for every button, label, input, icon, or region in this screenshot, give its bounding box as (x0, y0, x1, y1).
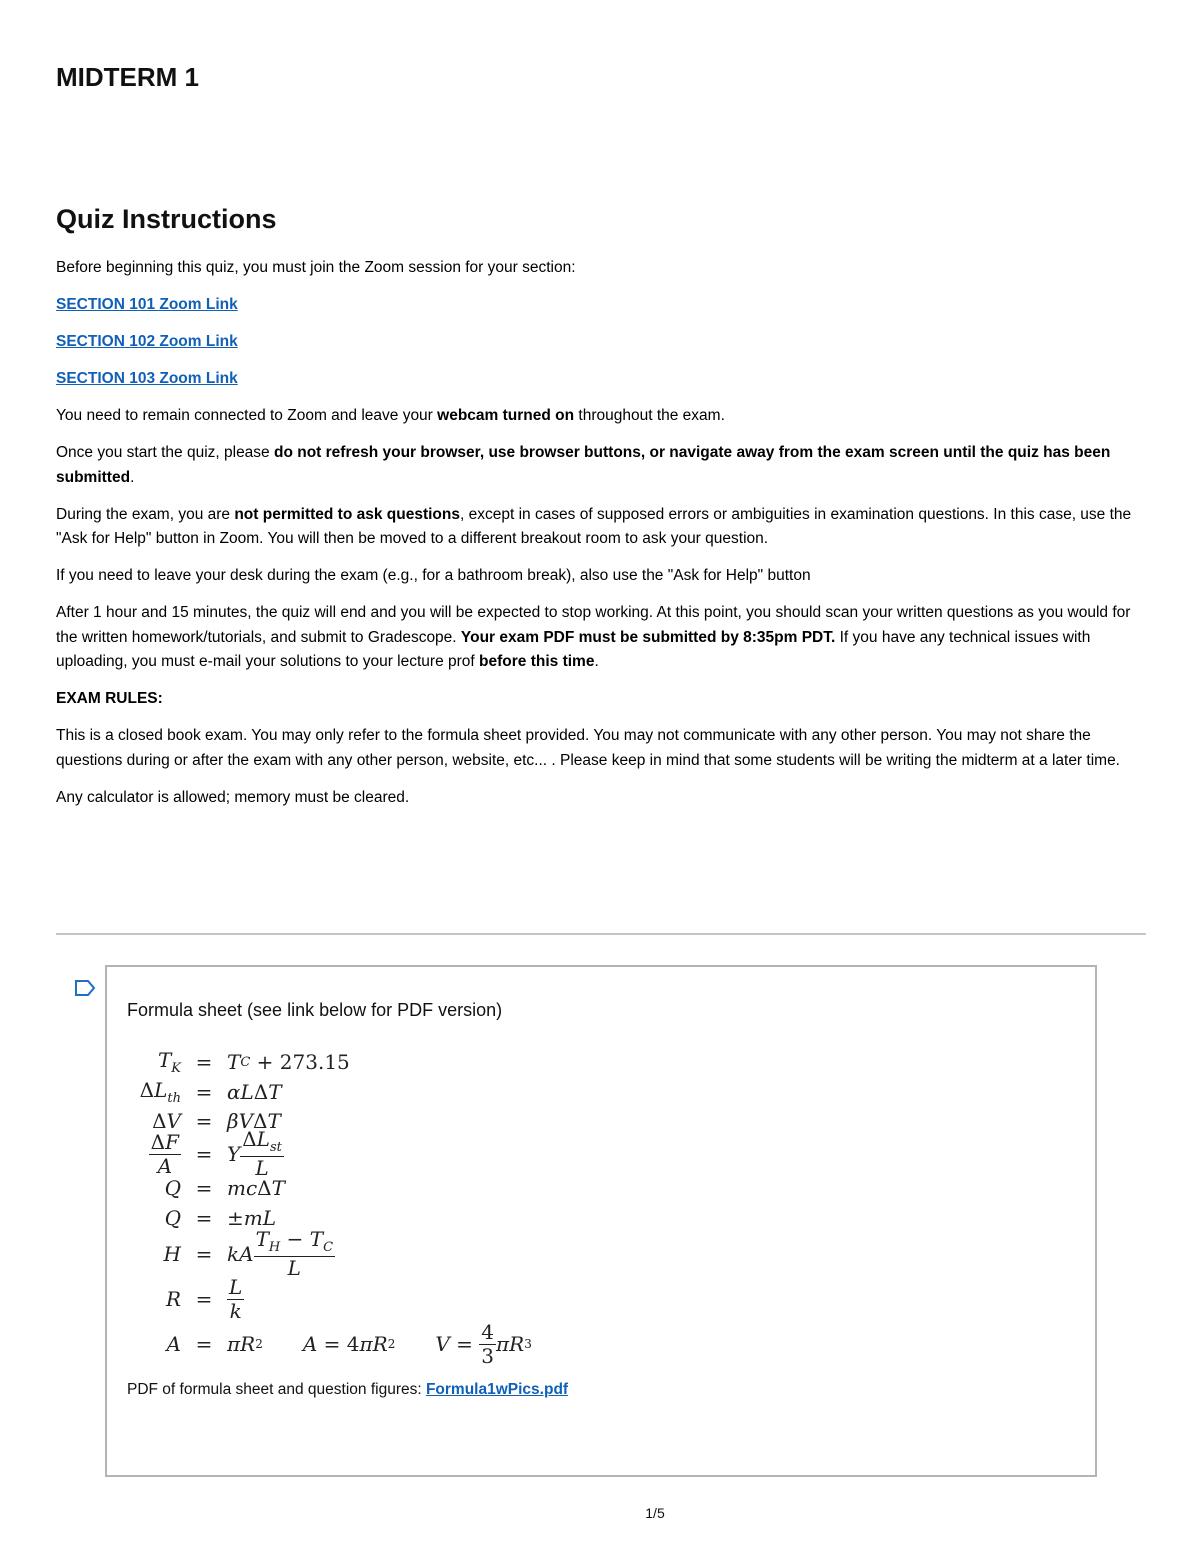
formula-pdf-link[interactable]: Formula1wPics.pdf (425, 1381, 569, 1398)
page-title: MIDTERM 1 (56, 62, 199, 92)
formula-thermal-stress: $\frac{\Delta F}{A}$ = Y $\frac{\Delta L_{st}}{L}$ (150, 1127, 282, 1180)
no-questions-paragraph: During the exam, you are not permitted to ask questions, except in cases of supposed errors or ambiguities in examination questions. In this case, use the "Ask for Help" button in Zoom. You will then be moved to a different breakout room to ask your question. (56, 505, 1132, 547)
page-number: 1/5 (645, 1505, 665, 1521)
section-divider (56, 933, 1146, 935)
quiz-instructions-heading: Quiz Instructions (56, 204, 277, 234)
formula-thermal-resistance: R = $\frac{L}{k}$ (165, 1274, 243, 1323)
formula-kelvin: $T_K$ = T C + 273.15 (157, 1048, 350, 1076)
formula-list (123, 1047, 532, 1366)
exam-rules-paragraph: This is a closed book exam. You may only refer to the formula sheet provided. You may not communicate with any other person. You may not share the questions during or after the exam with any other person, website, etc... . Please keep in mind that some students will be writing the midterm at a later time. (56, 727, 1120, 769)
formula-geometry: A = πR 2 A = 4 πR 2 V = $\frac{4}{3}$ πR 3 (166, 1319, 532, 1368)
section-101-zoom-link[interactable]: SECTION 101 Zoom Link (56, 296, 238, 313)
formula-heat-current: H = kA $\frac{T_H - T_C}{L}$ (163, 1227, 334, 1280)
formula-heat-capacity: Q = mc Δ T (164, 1176, 285, 1200)
formula-sheet-box (105, 965, 1097, 1477)
intro-text: Before beginning this quiz, you must join the Zoom session for your section: (56, 259, 576, 276)
question-flag-icon[interactable] (74, 979, 96, 997)
formula-sheet-title: Formula sheet (see link below for PDF version) (127, 1000, 503, 1020)
section-102-zoom-link[interactable]: SECTION 102 Zoom Link (56, 333, 238, 350)
formula-volume-expansion: ΔV = βV Δ T (152, 1108, 281, 1133)
no-refresh-paragraph: Once you start the quiz, please do not refresh your browser, use browser buttons, or navigate away from the exam screen until the quiz has been submitted. (56, 444, 1111, 486)
section-103-zoom-link[interactable]: SECTION 103 Zoom Link (56, 370, 238, 387)
quiz-end-paragraph: After 1 hour and 15 minutes, the quiz will end and you will be expected to stop working. At this point, you should scan your written questions as you would for the written homework/tutorials, and submit to Gradescope. Your exam PDF must be submitted by 8:35pm PDT. If you have any technical issues with uploading, you must e-mail your solutions to your lecture prof before this time. (56, 604, 1131, 670)
quiz-instructions (56, 256, 1146, 823)
formula-latent-heat: Q = ± mL (164, 1205, 277, 1230)
webcam-paragraph: You need to remain connected to Zoom and leave your webcam turned on throughout the exam. (56, 407, 725, 424)
calculator-paragraph: Any calculator is allowed; memory must be cleared. (56, 788, 410, 806)
pdf-link-label: PDF of formula sheet and question figures: (127, 1381, 426, 1398)
exam-rules-heading: EXAM RULES: (56, 690, 163, 707)
formula-thermal-expansion: $\Delta L_{th}$ = αL Δ T (139, 1077, 282, 1106)
leave-desk-paragraph: If you need to leave your desk during the exam (e.g., for a bathroom break), also use the "Ask for Help" button (56, 567, 811, 584)
pdf-link-line (127, 1381, 568, 1399)
